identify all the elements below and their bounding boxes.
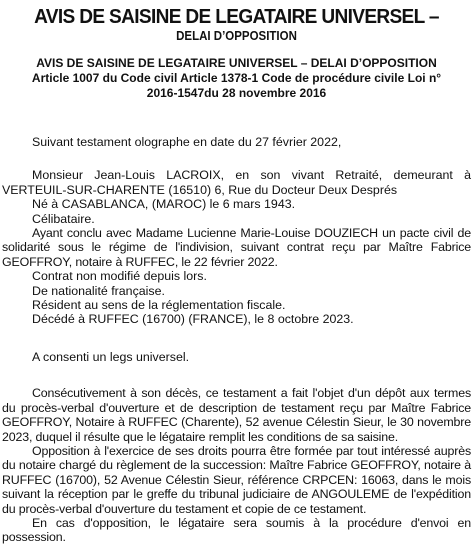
notice-subtitle: DELAI D’OPPOSITION (176, 29, 297, 43)
notice-header-block (2, 56, 471, 101)
paragraph-pacs: Ayant conclu avec Madame Lucienne Marie-Louise DOUZIECH un pacte civil de solidarité sous le régime de l'indivision, suivant contrat reçu par Maître Fabrice GEOFFROY, notaire à RUFFEC, le 22 février 2022. (2, 226, 471, 269)
paragraph-nationality: De nationalité française. (32, 283, 165, 298)
paragraph-testament-date: Suivant testament olographe en date du 27 février 2022, (32, 135, 342, 149)
paragraph-marital-status: Célibataire. (32, 211, 95, 226)
paragraph-opposition: Opposition à l'exercice de ses droits pourra être formée par tout intéressé auprès du notaire chargé du règlement de la succession: Maître Fabrice GEOFFROY, notaire à RUFFEC (16700), 52 Avenue Célestin Sieur, référence CRPCEN: 16063, dans le mois suivant la réception par le greffe du tribunal judiciaire de ANGOULEME de l'expédition du procès-verbal d'ouverture du testament et copie de ce testament. (2, 443, 471, 516)
header-line-law: 2016-1547du 28 novembre 2016 (146, 86, 327, 100)
paragraph-possession: En cas d'opposition, le légataire sera soumis à la procédure d'envoi en possession. (2, 515, 471, 545)
paragraph-deceased-identity: Monsieur Jean-Louis LACROIX, en son vivant Retraité, demeurant à VERTEUIL-SUR-CHARENTE (16510) 6, Rue du Docteur Deux Després (2, 168, 471, 197)
paragraph-legacy: A consenti un legs universel. (32, 349, 190, 364)
header-line-articles: Article 1007 du Code civil Article 1378-1 Code de procédure civile Loi n° (31, 71, 442, 85)
header-line-heading: AVIS DE SAISINE DE LEGATAIRE UNIVERSEL – DELAI D’OPPOSITION (36, 56, 437, 70)
paragraph-residence: Résident au sens de la réglementation fiscale. (32, 298, 286, 313)
notice-body (2, 135, 471, 545)
paragraph-death: Décédé à RUFFEC (16700) (FRANCE), le 8 octobre 2023. (32, 312, 354, 327)
notice-title: AVIS DE SAISINE DE LEGATAIRE UNIVERSEL – (34, 5, 439, 28)
paragraph-birth: Né à CASABLANCA, (MAROC) le 6 mars 1943. (32, 197, 296, 212)
paragraph-deposit: Consécutivement à son décès, ce testament a fait l'objet d'un dépôt aux termes du procès-verbal d'ouverture et de description de testament reçu par Maître Fabrice GEOFFROY, Notaire à RUFFEC (Charente), 52 avenue Célestin Sieur, le 30 novembre 2023, duquel il résulte que le légataire remplit les conditions de sa saisine. (2, 386, 471, 444)
paragraph-contract-status: Contrat non modifié depuis lors. (32, 269, 207, 284)
